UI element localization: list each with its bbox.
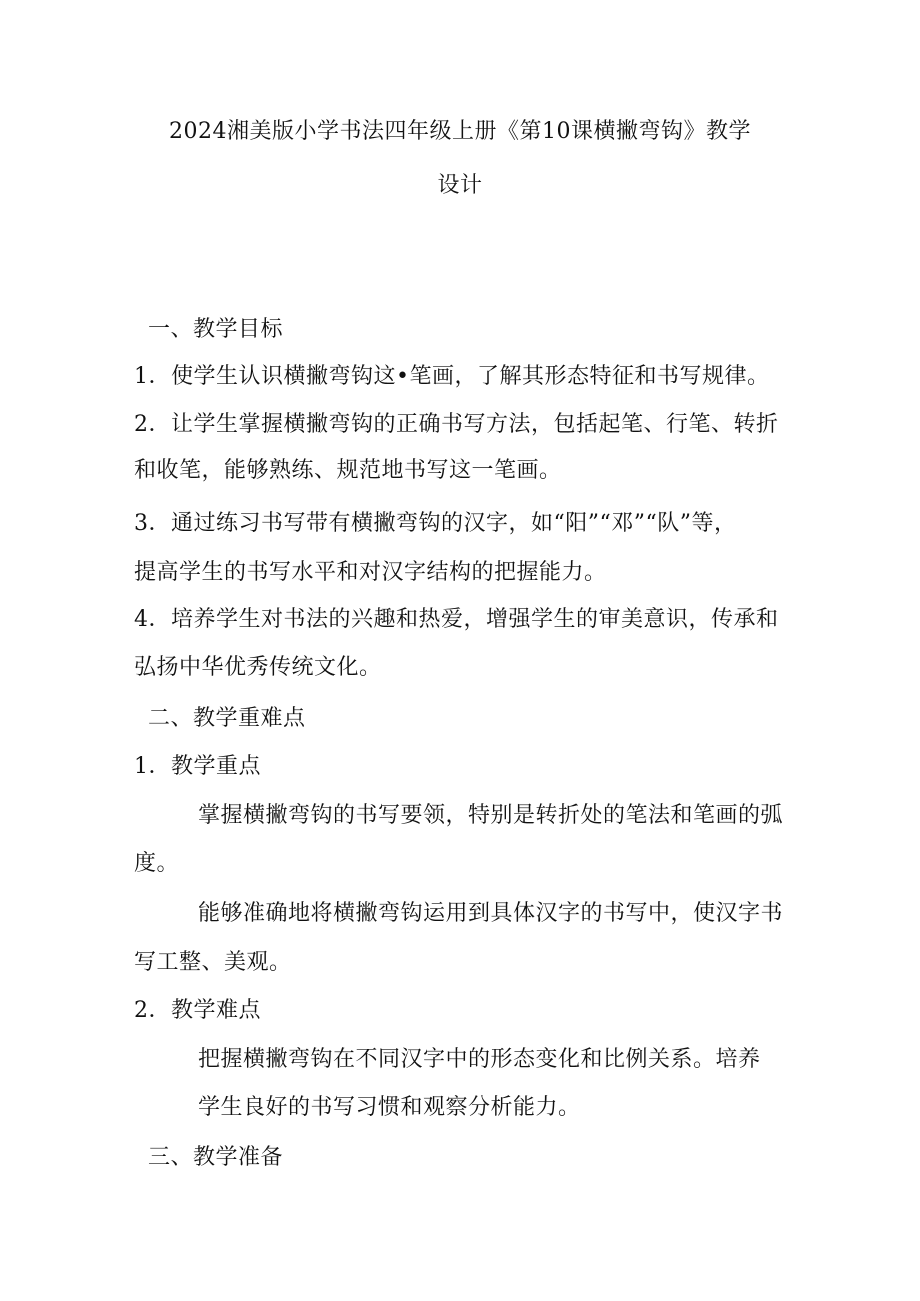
key-points-subheading: 1．教学重点 bbox=[134, 754, 261, 779]
objective-item-4-line-2: 弘扬中华优秀传统文化。 bbox=[134, 655, 382, 680]
section-heading-key-points: 二、教学重难点 bbox=[148, 706, 306, 731]
difficulties-paragraph-line-2: 学生良好的书写习惯和观察分析能力。 bbox=[198, 1095, 581, 1120]
objective-item-2-line-2: 和收笔，能够熟练、规范地书写这一笔画。 bbox=[134, 458, 562, 483]
key-points-paragraph-1-line-2: 度。 bbox=[134, 851, 180, 876]
section-heading-objectives: 一、教学目标 bbox=[148, 317, 284, 342]
key-points-paragraph-2-line-1: 能够准确地将横撇弯钩运用到具体汉字的书写中，使汉字书 bbox=[198, 901, 784, 926]
objective-item-4-line-1: 4．培养学生对书法的兴趣和热爱，增强学生的审美意识，传承和 bbox=[134, 607, 779, 632]
difficulties-subheading: 2．教学难点 bbox=[134, 998, 261, 1023]
difficulties-paragraph-line-1: 把握横撇弯钩在不同汉字中的形态变化和比例关系。培养 bbox=[198, 1047, 761, 1072]
document-title-line-1: 2024湘美版小学书法四年级上册《第10课横撇弯钩》教学 bbox=[169, 119, 751, 144]
objective-item-3-line-1: 3．通过练习书写带有横撇弯钩的汉字，如“阳”“邓”“队”等， bbox=[134, 511, 737, 536]
document-title-line-2: 设计 bbox=[437, 173, 483, 198]
objective-item-2-line-1: 2．让学生掌握横撇弯钩的正确书写方法，包括起笔、行笔、转折 bbox=[134, 412, 779, 437]
key-points-paragraph-2-line-2: 写工整、美观。 bbox=[134, 950, 292, 975]
key-points-paragraph-1-line-1: 掌握横撇弯钩的书写要领，特别是转折处的笔法和笔画的弧 bbox=[198, 803, 784, 828]
objective-item-3-line-2: 提高学生的书写水平和对汉字结构的把握能力。 bbox=[134, 560, 607, 585]
objective-item-1: 1．使学生认识横撇弯钩这•笔画，了解其形态特征和书写规律。 bbox=[134, 364, 770, 389]
section-heading-preparation: 三、教学准备 bbox=[148, 1145, 284, 1170]
